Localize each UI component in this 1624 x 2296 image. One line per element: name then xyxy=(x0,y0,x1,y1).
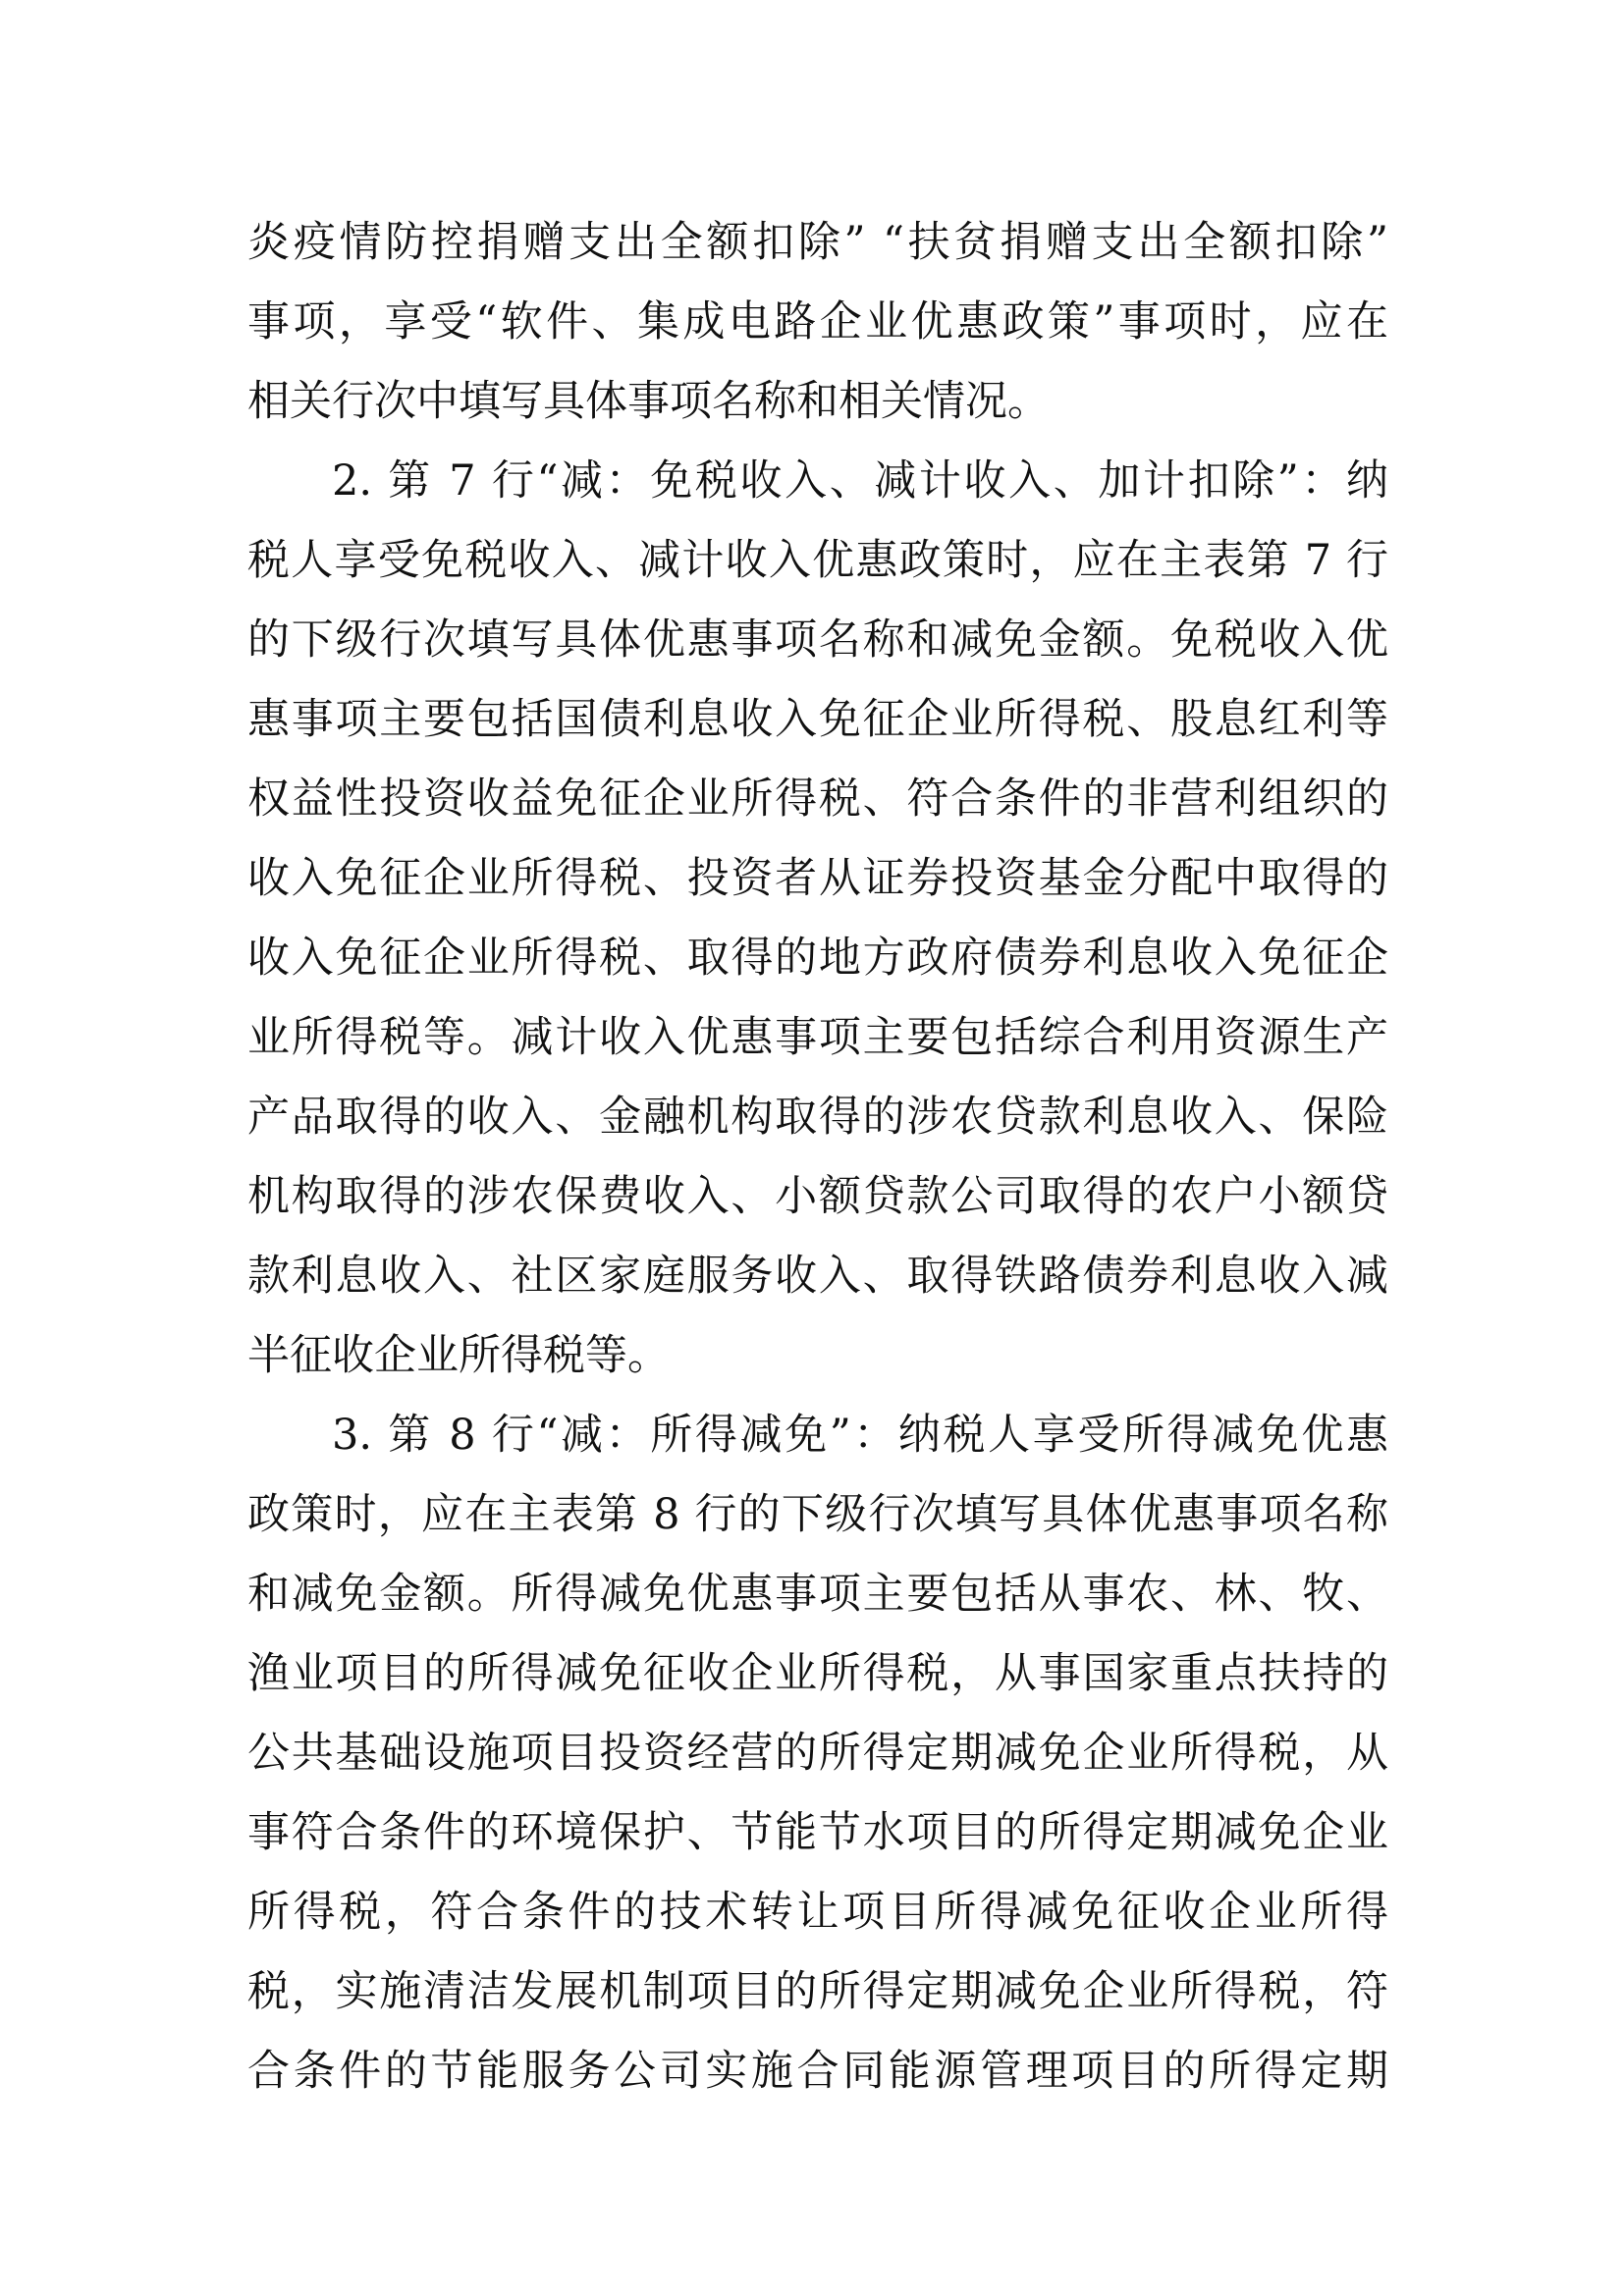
text-line: 事符合条件的环境保护、节能节水项目的所得定期减免企业 xyxy=(247,1808,1388,1857)
text-line: 权益性投资收益免征企业所得税、符合条件的非营利组织的 xyxy=(247,774,1388,824)
text-line: 炎疫情防控捐赠支出全额扣除” “扶贫捐赠支出全额扣除” xyxy=(247,218,1388,267)
text-line: 合条件的节能服务公司实施合同能源管理项目的所得定期 xyxy=(247,2047,1388,2096)
text-line: 收入免征企业所得税、取得的地方政府债券利息收入免征企 xyxy=(247,934,1388,983)
text-line: 所得税，符合条件的技术转让项目所得减免征收企业所得 xyxy=(247,1888,1388,1937)
text-line: 相关行次中填写具体事项名称和相关情况。 xyxy=(247,377,1050,426)
text-line: 税，实施清洁发展机制项目的所得定期减免企业所得税，符 xyxy=(247,1967,1388,2016)
text-line: 业所得税等。减计收入优惠事项主要包括综合利用资源生产 xyxy=(247,1013,1388,1062)
text-line: 惠事项主要包括国债利息收入免征企业所得税、股息红利等 xyxy=(247,695,1388,744)
text-line: 机构取得的涉农保费收入、小额贷款公司取得的农户小额贷 xyxy=(247,1172,1388,1221)
paragraph-item-3 xyxy=(247,1404,1388,2119)
text-line: 2. 第 7 行“减：免税收入、减计收入、加计扣除”：纳 xyxy=(332,456,1388,506)
text-line: 半征收企业所得税等。 xyxy=(247,1331,670,1380)
paragraph-continuation xyxy=(247,211,1388,450)
text-line: 税人享受免税收入、减计收入优惠政策时，应在主表第 7 行 xyxy=(247,536,1388,585)
text-line: 渔业项目的所得减免征收企业所得税，从事国家重点扶持的 xyxy=(247,1649,1388,1698)
text-line: 事项，享受“软件、集成电路企业优惠政策”事项时，应在 xyxy=(247,297,1388,347)
text-line: 的下级行次填写具体优惠事项名称和减免金额。免税收入优 xyxy=(247,615,1388,665)
text-line: 公共基础设施项目投资经营的所得定期减免企业所得税，从 xyxy=(247,1729,1388,1778)
text-line: 政策时，应在主表第 8 行的下级行次填写具体优惠事项名称 xyxy=(247,1490,1388,1539)
document-body xyxy=(247,211,1388,2119)
text-line: 收入免征企业所得税、投资者从证券投资基金分配中取得的 xyxy=(247,854,1388,903)
text-line: 和减免金额。所得减免优惠事项主要包括从事农、林、牧、 xyxy=(247,1570,1388,1619)
text-line: 3. 第 8 行“减：所得减免”：纳税人享受所得减免优惠 xyxy=(332,1411,1388,1460)
text-line: 产品取得的收入、金融机构取得的涉农贷款利息收入、保险 xyxy=(247,1093,1388,1142)
text-line: 款利息收入、社区家庭服务收入、取得铁路债券利息收入减 xyxy=(247,1252,1388,1301)
paragraph-item-2 xyxy=(247,450,1388,1404)
